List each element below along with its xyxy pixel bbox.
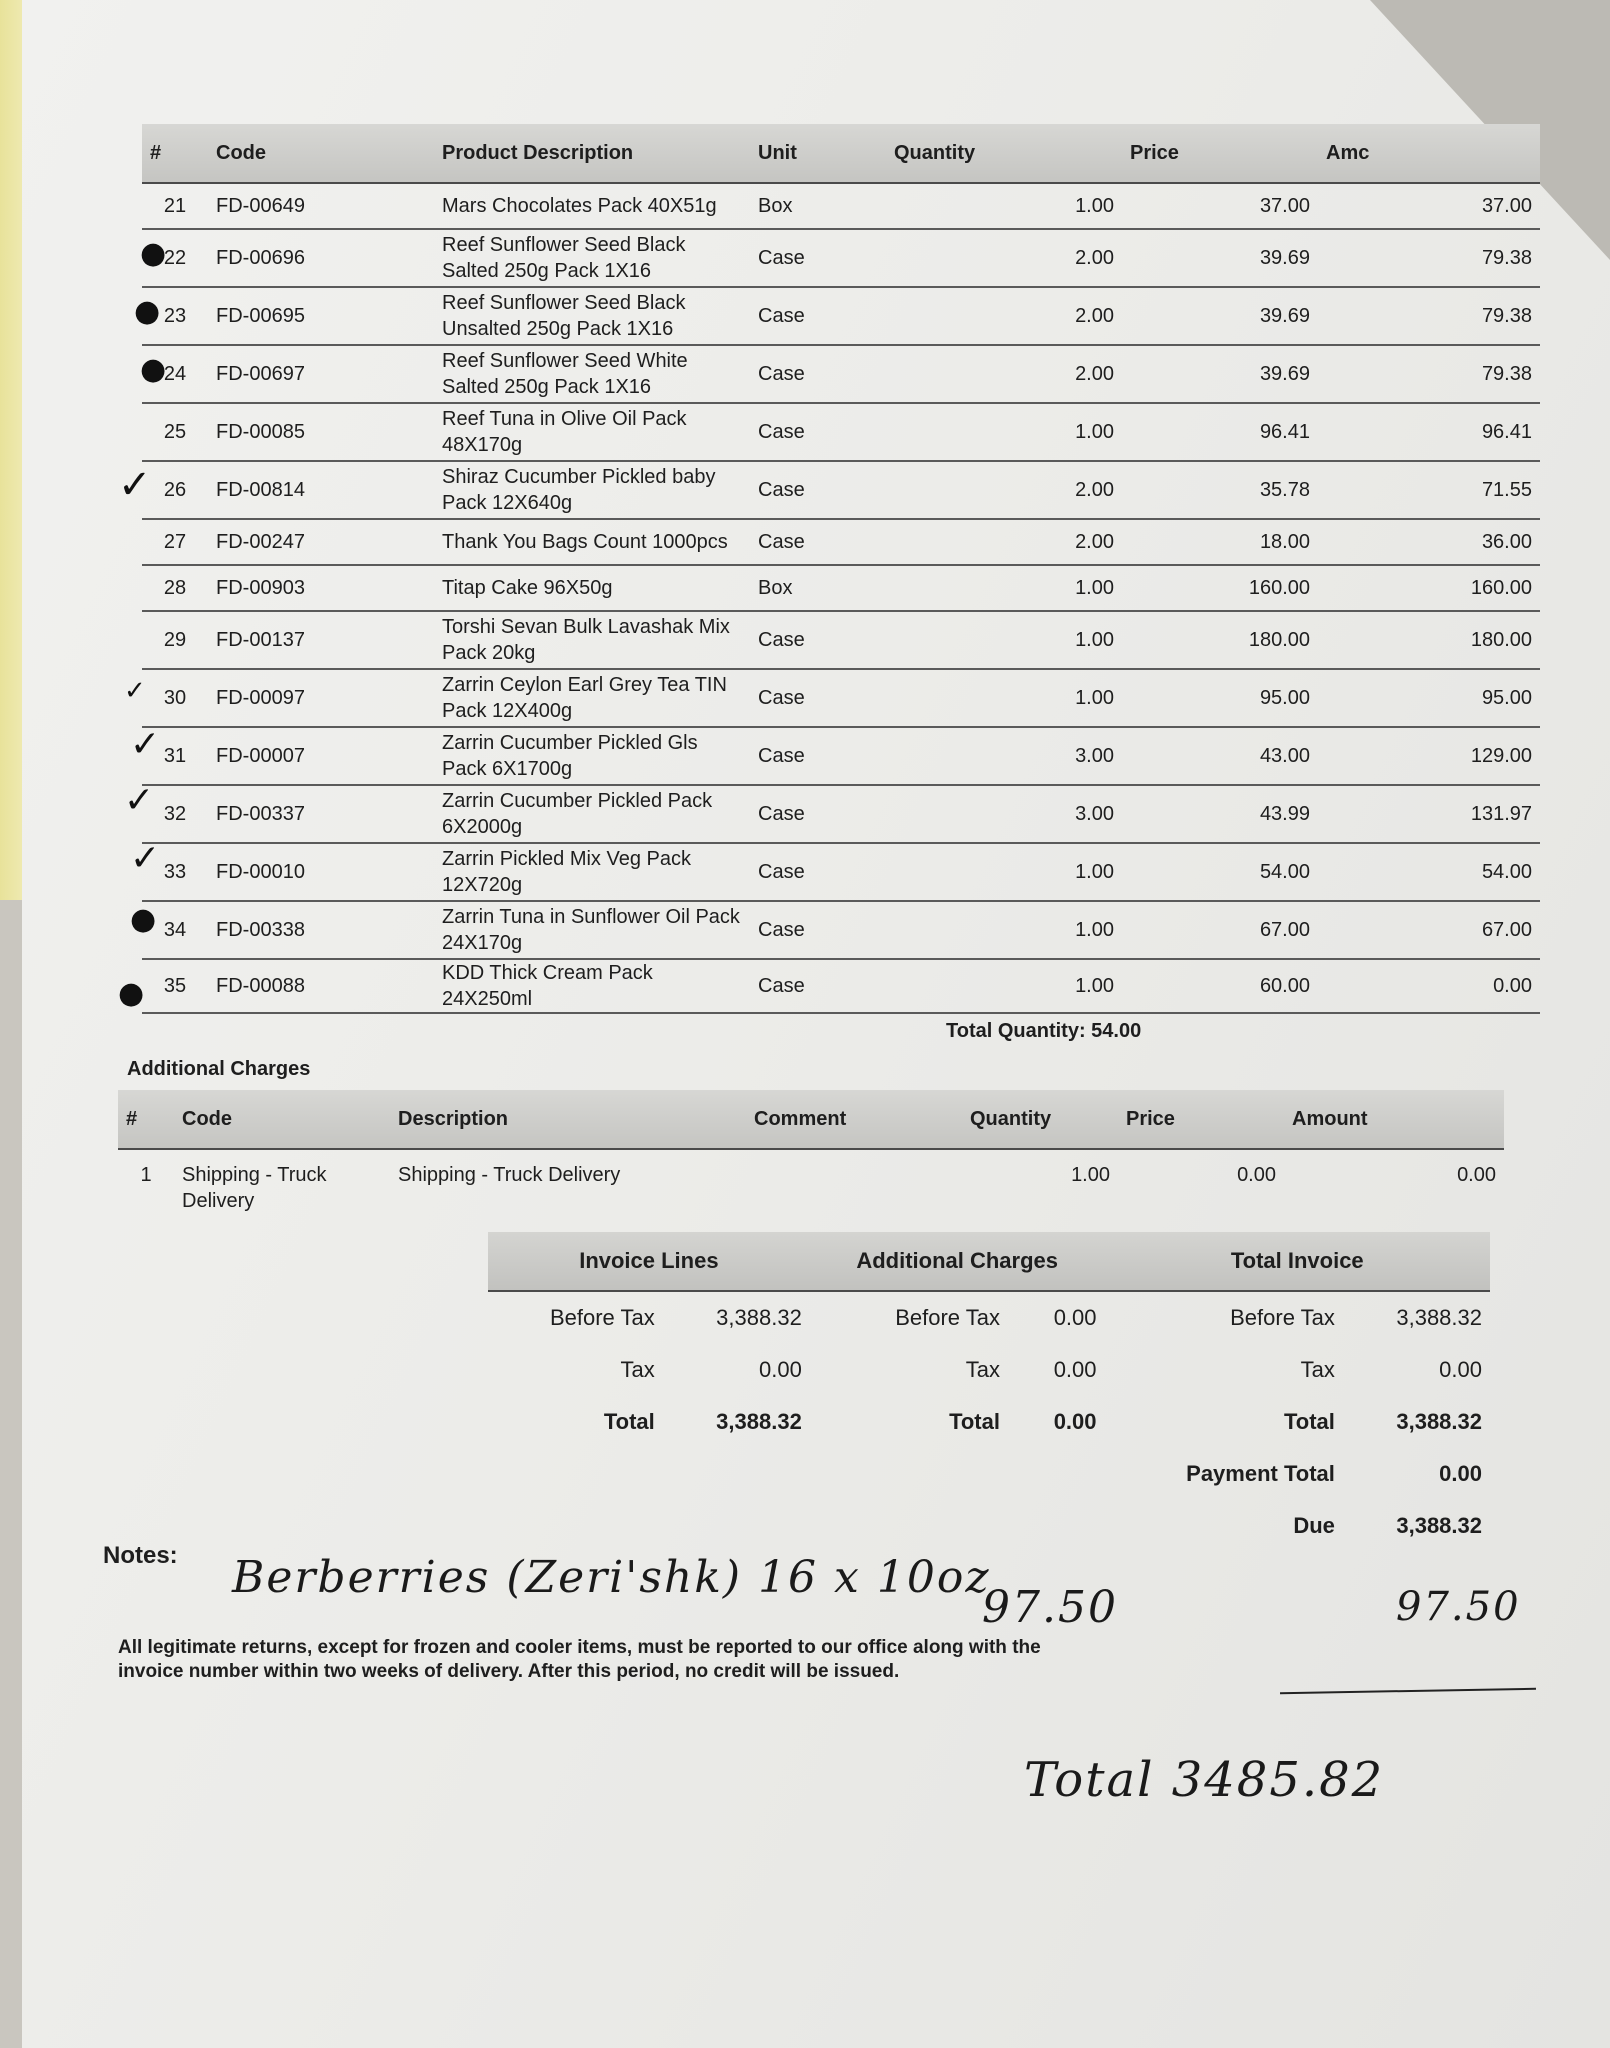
line-price: 39.69 — [1122, 345, 1318, 403]
handwritten-note-amount: 97.50 — [982, 1582, 1118, 1633]
table-row — [142, 843, 1540, 901]
invoice-lines-table — [142, 124, 1540, 1014]
line-description: Zarrin Ceylon Earl Grey Tea TIN Pack 12X400g — [434, 669, 750, 727]
additional-charges-title: Additional Charges — [127, 1058, 311, 1080]
ti-before-tax-value: 3,388.32 — [1396, 1305, 1482, 1330]
returns-disclaimer: All legitimate returns, except for frozen and cooler items, must be reported to our office along with the invoice number within two weeks of delivery. After this period, no credit will be issued. — [118, 1637, 1041, 1682]
line-unit: Case — [750, 403, 886, 461]
col-quantity: Quantity — [886, 124, 1122, 183]
table-row — [142, 959, 1540, 1013]
check-mark-30: ✓ — [124, 676, 146, 706]
line-quantity: 2.00 — [886, 287, 1122, 345]
summary-row-due — [488, 1500, 1490, 1552]
ti-before-tax-label: Before Tax — [1230, 1305, 1335, 1330]
payment-total-label: Payment Total — [1186, 1461, 1335, 1486]
line-price: 39.69 — [1122, 229, 1318, 287]
line-code: FD-00903 — [208, 565, 434, 611]
line-unit: Case — [750, 669, 886, 727]
line-quantity: 1.00 — [886, 565, 1122, 611]
table-row — [142, 229, 1540, 287]
line-amount: 79.38 — [1318, 229, 1540, 287]
check-mark-33: ✓ — [130, 838, 161, 879]
line-unit: Box — [750, 565, 886, 611]
charges-col-code: Code — [174, 1090, 390, 1149]
dot-mark-24: ● — [140, 352, 167, 387]
table-row — [142, 611, 1540, 669]
line-quantity: 2.00 — [886, 519, 1122, 565]
total-quantity: Total Quantity: 54.00 — [946, 1020, 1142, 1042]
table-row — [142, 519, 1540, 565]
line-number: 22 — [142, 229, 208, 287]
handwritten-note-item: Berberries (Zeri'shk) 16 x 10oz — [232, 1552, 991, 1603]
line-number: 30 — [142, 669, 208, 727]
ac-tax-label: Tax — [965, 1357, 1000, 1382]
line-description: Zarrin Cucumber Pickled Pack 6X2000g — [434, 785, 750, 843]
handwritten-amount-right: 97.50 — [1396, 1584, 1521, 1630]
line-code: FD-00085 — [208, 403, 434, 461]
ac-before-tax-value: 0.00 — [1053, 1305, 1097, 1330]
check-mark-32: ✓ — [124, 780, 155, 821]
check-mark-31: ✓ — [130, 724, 161, 765]
line-price: 60.00 — [1122, 959, 1318, 1013]
line-quantity: 3.00 — [886, 785, 1122, 843]
line-amount: 71.55 — [1318, 461, 1540, 519]
line-quantity: 1.00 — [886, 611, 1122, 669]
charge-number: 1 — [140, 1164, 152, 1186]
handwritten-grand-total: Total 3485.82 — [1024, 1752, 1385, 1808]
line-quantity: 1.00 — [886, 901, 1122, 959]
table-row — [142, 403, 1540, 461]
line-price: 37.00 — [1122, 183, 1318, 229]
dot-mark-34: ● — [130, 902, 157, 937]
line-unit: Case — [750, 843, 886, 901]
il-before-tax-value: 3,388.32 — [716, 1305, 802, 1330]
charge-amount: 0.00 — [1457, 1164, 1496, 1186]
charges-col-quantity: Quantity — [962, 1090, 1118, 1149]
col-description: Product Description — [434, 124, 750, 183]
line-number: 29 — [142, 611, 208, 669]
line-unit: Case — [750, 785, 886, 843]
line-description: Titap Cake 96X50g — [434, 565, 750, 611]
ac-total-label: Total — [949, 1409, 1000, 1434]
line-number: 27 — [142, 519, 208, 565]
line-price: 43.99 — [1122, 785, 1318, 843]
line-code: FD-00337 — [208, 785, 434, 843]
line-code: FD-00137 — [208, 611, 434, 669]
table-row — [142, 727, 1540, 785]
line-price: 18.00 — [1122, 519, 1318, 565]
line-number: 33 — [142, 843, 208, 901]
line-number: 26 — [142, 461, 208, 519]
line-code: FD-00010 — [208, 843, 434, 901]
line-description: Thank You Bags Count 1000pcs — [434, 519, 750, 565]
col-number: # — [142, 124, 208, 183]
notes-label: Notes: — [103, 1542, 178, 1569]
summary-header-additional-charges: Additional Charges — [810, 1232, 1105, 1291]
line-description: Mars Chocolates Pack 40X51g — [434, 183, 750, 229]
line-description: KDD Thick Cream Pack 24X250ml — [434, 959, 750, 1013]
line-number: 31 — [142, 727, 208, 785]
ac-before-tax-label: Before Tax — [895, 1305, 1000, 1330]
il-total-value: 3,388.32 — [716, 1409, 802, 1434]
line-amount: 96.41 — [1318, 403, 1540, 461]
line-unit: Case — [750, 287, 886, 345]
line-amount: 79.38 — [1318, 287, 1540, 345]
check-mark-26: ✓ — [118, 462, 152, 508]
line-quantity: 3.00 — [886, 727, 1122, 785]
line-number: 35 — [142, 959, 208, 1013]
summary-row-total — [488, 1396, 1490, 1448]
line-unit: Case — [750, 345, 886, 403]
line-quantity: 1.00 — [886, 669, 1122, 727]
line-amount: 131.97 — [1318, 785, 1540, 843]
line-quantity: 1.00 — [886, 403, 1122, 461]
ac-tax-value: 0.00 — [1053, 1357, 1097, 1382]
line-unit: Case — [750, 611, 886, 669]
invoice-summary-table — [488, 1232, 1490, 1552]
line-price: 95.00 — [1122, 669, 1318, 727]
charges-col-price: Price — [1118, 1090, 1284, 1149]
il-tax-value: 0.00 — [758, 1357, 802, 1382]
line-amount: 160.00 — [1318, 565, 1540, 611]
summary-header-invoice-lines: Invoice Lines — [488, 1232, 810, 1291]
additional-charges-table — [118, 1090, 1504, 1230]
line-number: 23 — [142, 287, 208, 345]
charges-col-amount: Amount — [1284, 1090, 1504, 1149]
line-description: Reef Sunflower Seed White Salted 250g Pack 1X16 — [434, 345, 750, 403]
ti-tax-value: 0.00 — [1439, 1357, 1482, 1382]
il-before-tax-label: Before Tax — [549, 1305, 655, 1330]
charges-col-number: # — [118, 1090, 174, 1149]
dot-mark-23: ● — [134, 294, 161, 329]
summary-row-tax — [488, 1344, 1490, 1396]
line-quantity: 1.00 — [886, 959, 1122, 1013]
il-total-label: Total — [603, 1409, 655, 1434]
line-code: FD-00814 — [208, 461, 434, 519]
payment-total-value: 0.00 — [1439, 1461, 1482, 1486]
ti-total-label: Total — [1283, 1409, 1335, 1434]
dot-mark-35: ● — [118, 976, 145, 1011]
col-unit: Unit — [750, 124, 886, 183]
line-code: FD-00097 — [208, 669, 434, 727]
line-code: FD-00649 — [208, 183, 434, 229]
table-row — [142, 901, 1540, 959]
table-row — [142, 287, 1540, 345]
line-description: Torshi Sevan Bulk Lavashak Mix Pack 20kg — [434, 611, 750, 669]
ac-total-value: 0.00 — [1053, 1409, 1097, 1434]
line-description: Reef Sunflower Seed Black Salted 250g Pack 1X16 — [434, 229, 750, 287]
line-description: Zarrin Tuna in Sunflower Oil Pack 24X170g — [434, 901, 750, 959]
line-price: 54.00 — [1122, 843, 1318, 901]
charge-description: Shipping - Truck Delivery — [398, 1164, 621, 1186]
line-amount: 95.00 — [1318, 669, 1540, 727]
col-amount: Amc — [1318, 124, 1540, 183]
line-unit: Case — [750, 727, 886, 785]
charge-quantity: 1.00 — [1071, 1164, 1110, 1186]
col-price: Price — [1122, 124, 1318, 183]
line-unit: Case — [750, 461, 886, 519]
line-amount: 129.00 — [1318, 727, 1540, 785]
line-amount: 79.38 — [1318, 345, 1540, 403]
line-unit: Box — [750, 183, 886, 229]
il-tax-label: Tax — [620, 1357, 655, 1382]
line-code: FD-00088 — [208, 959, 434, 1013]
line-price: 39.69 — [1122, 287, 1318, 345]
table-row — [142, 461, 1540, 519]
line-price: 96.41 — [1122, 403, 1318, 461]
line-number: 25 — [142, 403, 208, 461]
line-unit: Case — [750, 959, 886, 1013]
charge-code: Shipping - Truck Delivery — [182, 1164, 327, 1212]
line-price: 160.00 — [1122, 565, 1318, 611]
line-number: 21 — [142, 183, 208, 229]
summary-row-before-tax — [488, 1291, 1490, 1344]
line-description: Reef Tuna in Olive Oil Pack 48X170g — [434, 403, 750, 461]
summary-header-total-invoice: Total Invoice — [1105, 1232, 1490, 1291]
table-row — [142, 183, 1540, 229]
dot-mark-22: ● — [140, 236, 167, 271]
due-value: 3,388.32 — [1396, 1513, 1482, 1538]
charge-price: 0.00 — [1237, 1164, 1276, 1186]
ti-total-value: 3,388.32 — [1396, 1409, 1482, 1434]
charges-col-comment: Comment — [746, 1090, 962, 1149]
line-unit: Case — [750, 229, 886, 287]
line-quantity: 1.00 — [886, 843, 1122, 901]
line-quantity: 1.00 — [886, 183, 1122, 229]
line-description: Reef Sunflower Seed Black Unsalted 250g Pack 1X16 — [434, 287, 750, 345]
table-row — [142, 345, 1540, 403]
line-number: 24 — [142, 345, 208, 403]
line-code: FD-00695 — [208, 287, 434, 345]
line-code: FD-00247 — [208, 519, 434, 565]
line-amount: 67.00 — [1318, 901, 1540, 959]
line-price: 67.00 — [1122, 901, 1318, 959]
line-amount: 37.00 — [1318, 183, 1540, 229]
line-quantity: 2.00 — [886, 345, 1122, 403]
due-label: Due — [1293, 1513, 1335, 1538]
line-code: FD-00697 — [208, 345, 434, 403]
line-code: FD-00338 — [208, 901, 434, 959]
line-unit: Case — [750, 901, 886, 959]
line-number: 28 — [142, 565, 208, 611]
line-code: FD-00696 — [208, 229, 434, 287]
ti-tax-label: Tax — [1300, 1357, 1335, 1382]
charges-col-description: Description — [390, 1090, 746, 1149]
line-description: Zarrin Pickled Mix Veg Pack 12X720g — [434, 843, 750, 901]
line-price: 43.00 — [1122, 727, 1318, 785]
col-code: Code — [208, 124, 434, 183]
line-price: 180.00 — [1122, 611, 1318, 669]
line-amount: 180.00 — [1318, 611, 1540, 669]
line-number: 32 — [142, 785, 208, 843]
line-unit: Case — [750, 519, 886, 565]
line-number: 34 — [142, 901, 208, 959]
line-code: FD-00007 — [208, 727, 434, 785]
table-row — [142, 669, 1540, 727]
line-quantity: 2.00 — [886, 229, 1122, 287]
line-description: Zarrin Cucumber Pickled Gls Pack 6X1700g — [434, 727, 750, 785]
line-amount: 54.00 — [1318, 843, 1540, 901]
summary-row-payment-total — [488, 1448, 1490, 1500]
line-price: 35.78 — [1122, 461, 1318, 519]
table-row — [142, 785, 1540, 843]
line-quantity: 2.00 — [886, 461, 1122, 519]
charge-comment — [746, 1149, 962, 1230]
charges-row — [118, 1149, 1504, 1230]
table-row — [142, 565, 1540, 611]
line-description: Shiraz Cucumber Pickled baby Pack 12X640g — [434, 461, 750, 519]
line-amount: 36.00 — [1318, 519, 1540, 565]
line-amount: 0.00 — [1318, 959, 1540, 1013]
